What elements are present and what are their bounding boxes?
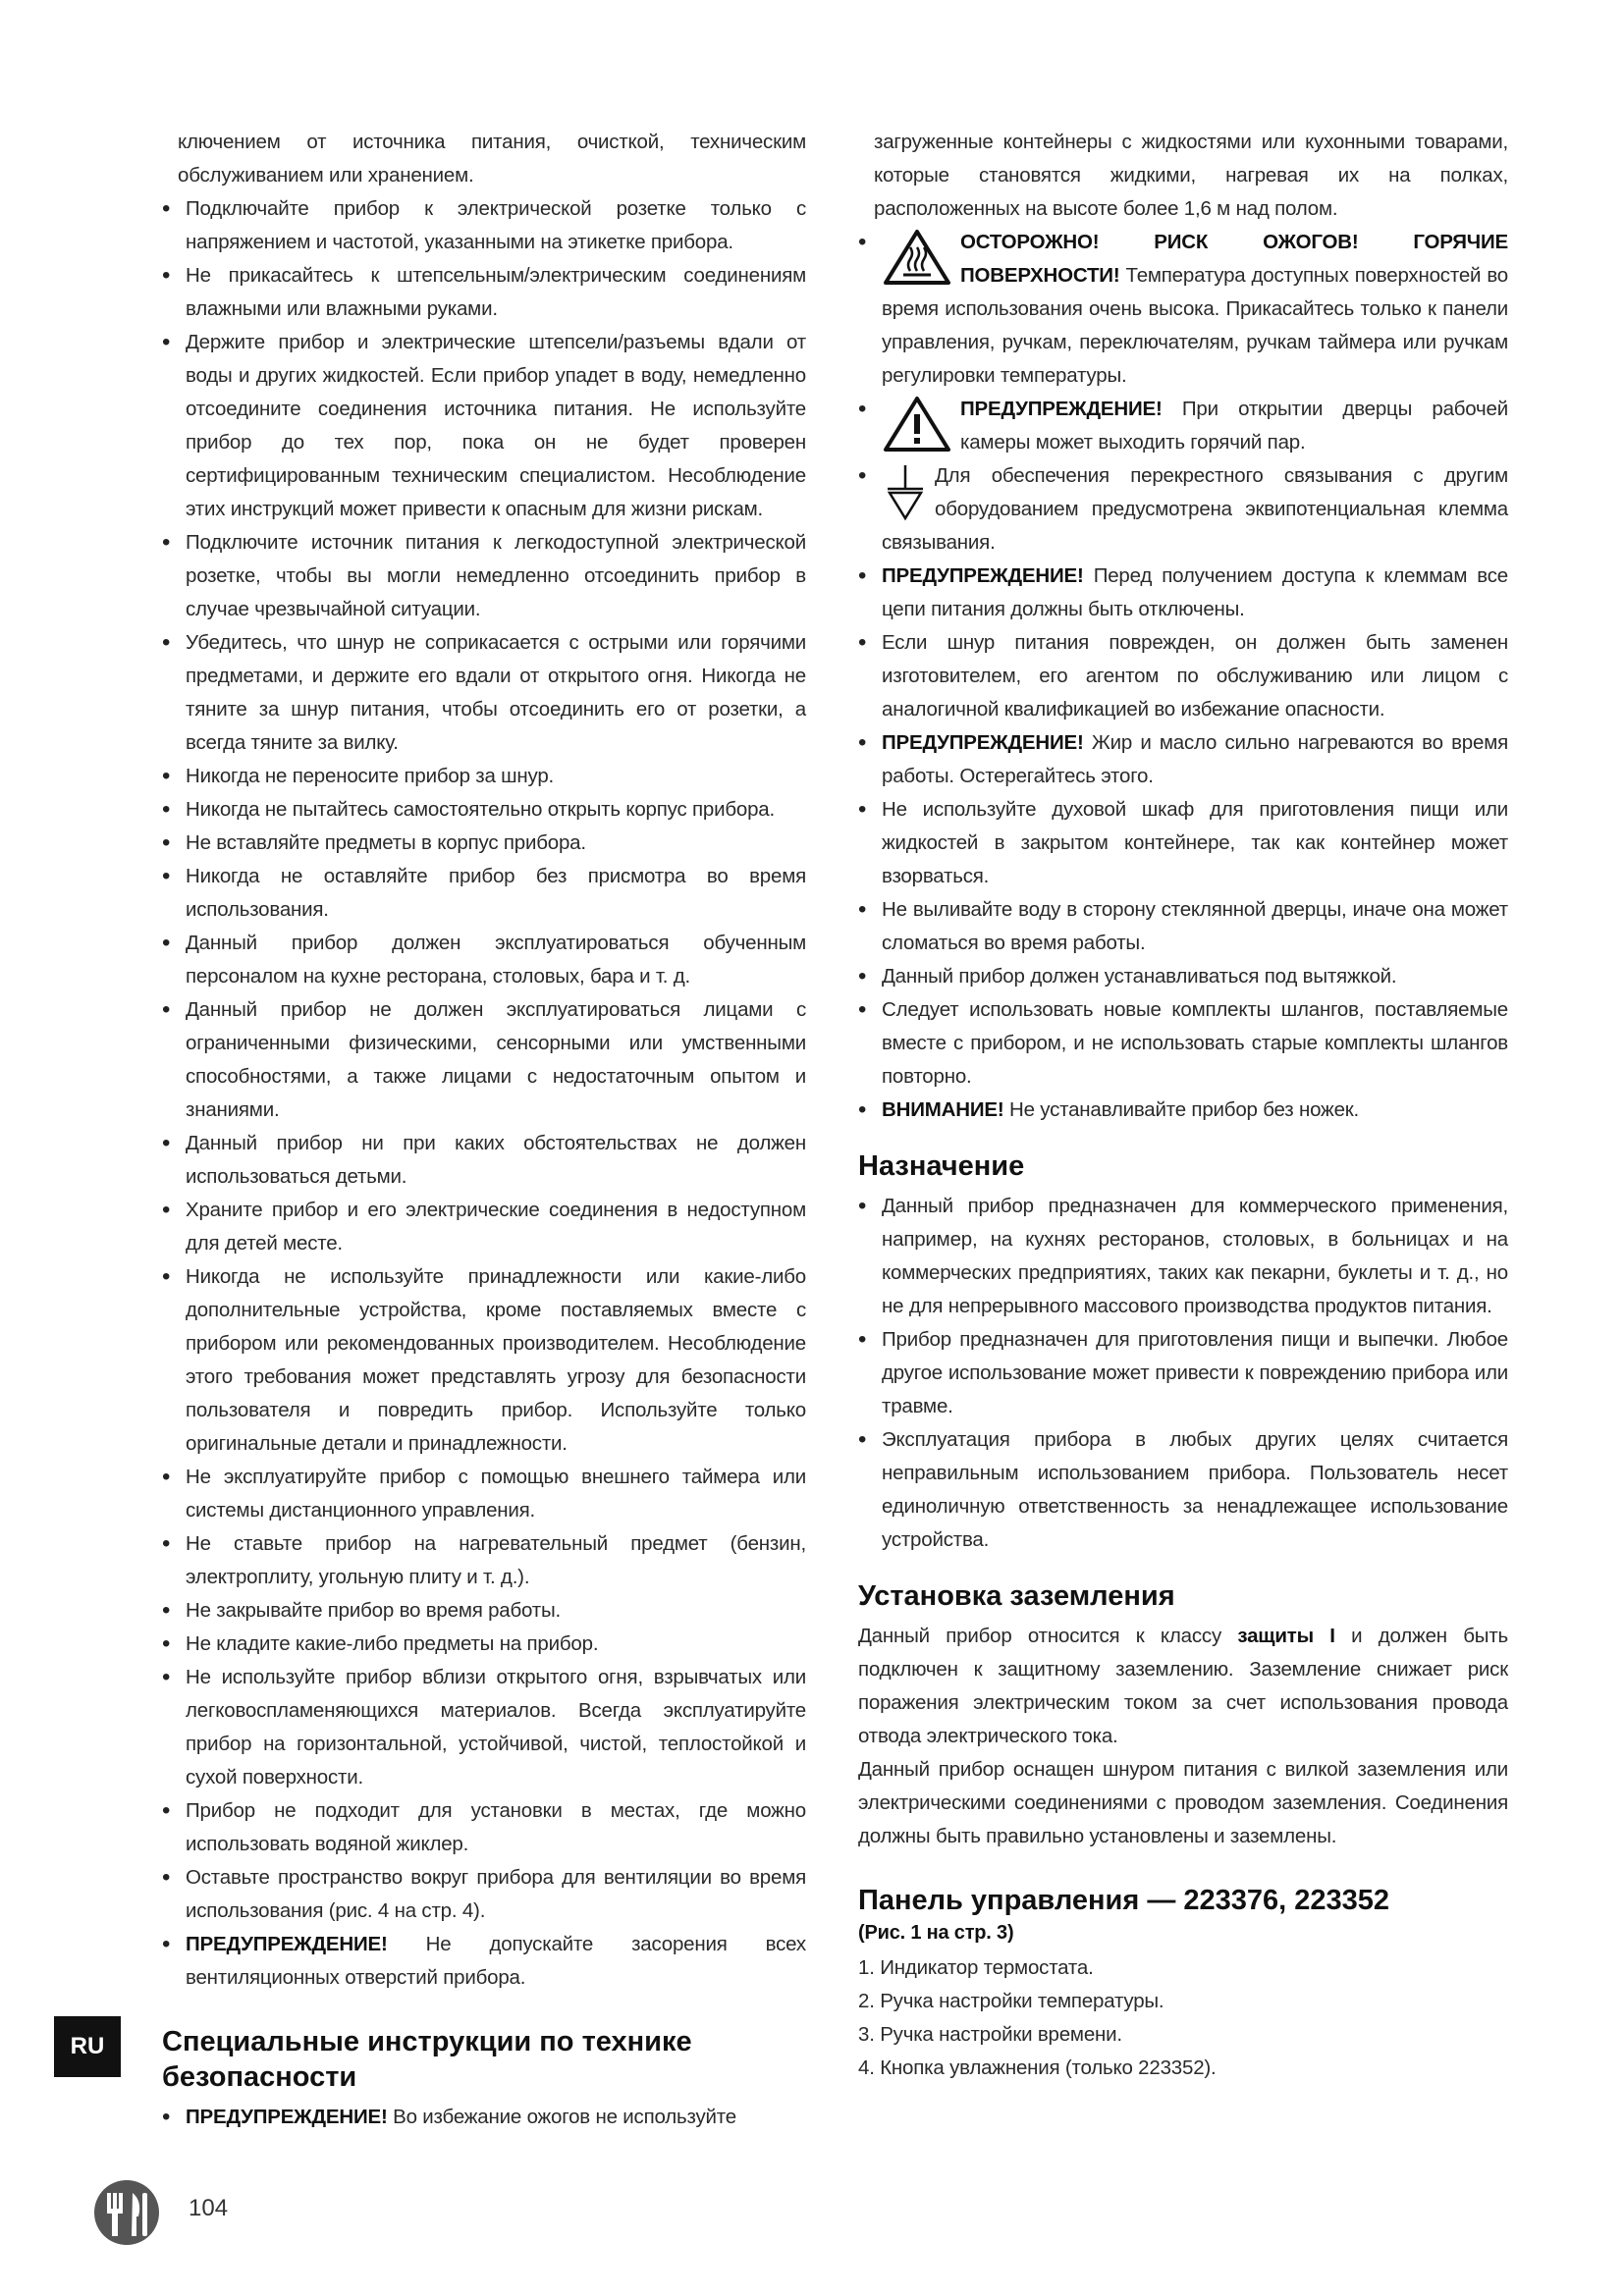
purpose-list	[858, 1190, 1508, 1557]
intro-continuation: ключением от источника питания, очисткой, техническим обслуживанием или хранением.	[178, 131, 806, 187]
purpose-heading: Назначение	[858, 1150, 1025, 1182]
list-item: • Не закрывайте прибор во время работы.	[162, 1594, 806, 1628]
cutlery-logo-icon	[93, 2179, 160, 2246]
list-item: • Никогда не пытайтесь самостоятельно открыть корпус прибора.	[162, 793, 806, 827]
list-item: 3. Ручка настройки времени.	[858, 2023, 1122, 2046]
list-item: • Данный прибор не должен эксплуатироваться лицами с ограниченными физическими, сенсорными или умственными способностями, а также лицами с недостаточным опытом и знаниями.	[162, 993, 806, 1127]
list-item: • Не ставьте прибор на нагревательный предмет (бензин, электроплиту, угольную плиту и т. д.).	[162, 1527, 806, 1594]
list-item	[858, 993, 1508, 1094]
protection-class: защиты I	[1237, 1625, 1335, 1647]
burn-warning-keyword: ОСТОРОЖНО! РИСК ОЖОГОВ! ГОРЯЧИЕ ПОВЕРХНОСТИ!	[960, 231, 1508, 287]
list-item: • Никогда не используйте принадлежности или какие-либо дополнительные устройства, кроме поставляемых вместе с прибором или рекомендованных производителем. Несоблюдение этого требования может представлять угрозу для безопасности пользователя и повредить прибор. Используйте только оригинальные детали и принадлежности.	[162, 1260, 806, 1461]
item-text: Не устанавливайте прибор без ножек.	[1003, 1098, 1360, 1121]
list-item: • Эксплуатация прибора в любых других целях считается неправильным использованием прибора. Пользователь несет единоличную ответственность за ненадлежащее использование устройства.	[858, 1423, 1508, 1557]
list-item: • Данный прибор ни при каких обстоятельствах не должен использоваться детьми.	[162, 1127, 806, 1194]
grounding-paragraph-2: Данный прибор оснащен шнуром питания с вилкой заземления или электрическими соединениями с проводом заземления. Соединения должны быть правильно установлены и заземлены.	[858, 1758, 1508, 1847]
list-item	[858, 1094, 1508, 1127]
item-text: Перед получением доступа к клеммам все цепи питания должны быть отключены.	[882, 564, 1508, 620]
list-item: • Подключайте прибор к электрической розетке только с напряжением и частотой, указанными на этикетке прибора.	[162, 192, 806, 259]
list-item: • Данный прибор должен эксплуатироваться обученным персоналом на кухне ресторана, столовых, бара и т. д.	[162, 927, 806, 993]
list-item: • Не прикасайтесь к штепсельным/электрическим соединениям влажными или влажными руками.	[162, 259, 806, 326]
list-item	[858, 893, 1508, 960]
list-item	[858, 793, 1508, 893]
warning-text: Во избежание ожогов не используйте	[387, 2106, 736, 2128]
control-panel-subheading: (Рис. 1 на стр. 3)	[858, 1922, 1014, 1944]
steam-warning-text: При открытии дверцы рабочей камеры может выходить горячий пар.	[960, 398, 1508, 454]
left-column	[162, 126, 806, 2134]
list-item-equipotential	[858, 459, 1508, 560]
burn-warning-text: Температура доступных поверхностей во время использования очень высока. Прикасайтесь только к панели управления, ручкам, переключателям, ручкам таймера или ручкам регулировки температуры.	[882, 264, 1508, 387]
list-item: • Убедитесь, что шнур не соприкасается с острыми или горячими предметами, и держите его вдали от открытого огня. Никогда не тяните за шнур питания, чтобы отсоединить его от розетки, а всегда тяните за вилку.	[162, 626, 806, 760]
list-item: • Не используйте прибор вблизи открытого огня, взрывчатых или легковоспламеняющихся материалов. Всегда эксплуатируйте прибор на горизонтальной, устойчивой, чистой, теплостойкой и сухой поверхности.	[162, 1661, 806, 1794]
item-text: Не используйте духовой шкаф для приготовления пищи или жидкостей в закрытом контейнере, так как контейнер может взорваться.	[882, 798, 1508, 887]
list-item: • Никогда не переносите прибор за шнур.	[162, 760, 806, 793]
warning-keyword: ПРЕДУПРЕЖДЕНИЕ!	[186, 2106, 388, 2128]
list-item: • Храните прибор и его электрические соединения в недоступном для детей месте.	[162, 1194, 806, 1260]
item-keyword: ПРЕДУПРЕЖДЕНИЕ!	[882, 731, 1084, 754]
item-keyword: ПРЕДУПРЕЖДЕНИЕ!	[882, 564, 1084, 587]
list-item: • Прибор предназначен для приготовления пищи и выпечки. Любое другое использование может привести к повреждению прибора или травме.	[858, 1323, 1508, 1423]
list-item: • Оставьте пространство вокруг прибора для вентиляции во время использования (рис. 4 на стр. 4).	[162, 1861, 806, 1928]
item-text: Жир и масло сильно нагреваются во время работы. Остерегайтесь этого.	[882, 731, 1508, 787]
list-item: 4. Кнопка увлажнения (только 223352).	[858, 2056, 1217, 2079]
list-item: • Не эксплуатируйте прибор с помощью внешнего таймера или системы дистанционного управления.	[162, 1461, 806, 1527]
hot-surface-warning-icon	[882, 228, 952, 287]
list-item: 1. Индикатор термостата.	[858, 1956, 1094, 1979]
item-keyword: ВНИМАНИЕ!	[882, 1098, 1004, 1121]
control-panel-heading: Панель управления — 223376, 223352	[858, 1885, 1390, 1916]
list-item	[858, 626, 1508, 726]
list-item-steam-warning	[858, 393, 1508, 459]
language-badge: RU	[54, 2016, 121, 2077]
right-continuation: загруженные контейнеры с жидкостями или кухонными товарами, которые становятся жидкими, нагревая их на полках, расположенных на высоте более 1,6 м над полом.	[874, 131, 1508, 220]
item-text: Данный прибор должен устанавливаться под вытяжкой.	[882, 965, 1397, 988]
page-number: 104	[189, 2195, 229, 2221]
warning-triangle-icon	[882, 395, 952, 454]
list-item: • Прибор не подходит для установки в местах, где можно использовать водяной жиклер.	[162, 1794, 806, 1861]
list-item: • Не вставляйте предметы в корпус прибора.	[162, 827, 806, 860]
list-item	[858, 726, 1508, 793]
list-item-warning	[162, 1928, 806, 1995]
grounding-paragraph-1	[858, 1620, 1508, 1753]
list-item: • Держите прибор и электрические штепсели/разъемы вдали от воды и других жидкостей. Если прибор упадет в воду, немедленно отсоедините соединения источника питания. Не используйте прибор до тех пор, пока он не будет проверен сертифицированным техническим специалистом. Несоблюдение этих инструкций может привести к опасным для жизни рискам.	[162, 326, 806, 526]
grounding-heading: Установка заземления	[858, 1580, 1175, 1612]
special-list	[162, 2101, 806, 2134]
right-column	[858, 126, 1508, 2085]
list-item	[858, 960, 1508, 993]
grounding-text: Данный прибор относится к классу	[858, 1625, 1238, 1647]
list-item: • Не кладите какие-либо предметы на прибор.	[162, 1628, 806, 1661]
steam-warning-keyword: ПРЕДУПРЕЖДЕНИЕ!	[960, 398, 1163, 420]
list-item: 2. Ручка настройки температуры.	[858, 1990, 1164, 2012]
list-item: • Данный прибор предназначен для коммерческого применения, например, на кухнях ресторанов, столовых, в больницах и на коммерческих предприятиях, таких как пекарни, буклеты и т. д., но не для непрерывного массового производства продуктов питания.	[858, 1190, 1508, 1323]
list-item	[858, 560, 1508, 626]
warning-text: Не допускайте засорения всех вентиляционных отверстий прибора.	[186, 1933, 806, 1989]
equipotential-icon	[882, 463, 929, 524]
item-text: Следует использовать новые комплекты шлангов, поставляемые вместе с прибором, и не использовать старые комплекты шлангов повторно.	[882, 998, 1508, 1088]
equipotential-text: Для обеспечения перекрестного связывания с другим оборудованием предусмотрена эквипотенциальная клемма связывания.	[882, 464, 1508, 554]
safety-list-left	[162, 192, 806, 1995]
special-instructions-heading: Специальные инструкции по технике безопасности	[162, 2026, 692, 2093]
item-text: Если шнур питания поврежден, он должен быть заменен изготовителем, его агентом по обслуживанию или лицом с аналогичной квалификацией во избежание опасности.	[882, 631, 1508, 721]
list-item-burn-warning	[858, 226, 1508, 393]
list-item: • Никогда не оставляйте прибор без присмотра во время использования.	[162, 860, 806, 927]
control-panel-list	[858, 1951, 1508, 2085]
list-item: • Подключите источник питания к легкодоступной электрической розетке, чтобы вы могли немедленно отсоединить прибор в случае чрезвычайной ситуации.	[162, 526, 806, 626]
warning-keyword: ПРЕДУПРЕЖДЕНИЕ!	[186, 1933, 388, 1955]
grounding-text: и должен быть подключен к защитному заземлению. Заземление снижает риск поражения электрическим током за счет использования провода отвода электрического тока.	[858, 1625, 1509, 1747]
item-text: Не выливайте воду в сторону стеклянной дверцы, иначе она может сломаться во время работы.	[882, 898, 1508, 954]
list-item-warning	[162, 2101, 806, 2134]
safety-list-right	[858, 226, 1508, 1127]
